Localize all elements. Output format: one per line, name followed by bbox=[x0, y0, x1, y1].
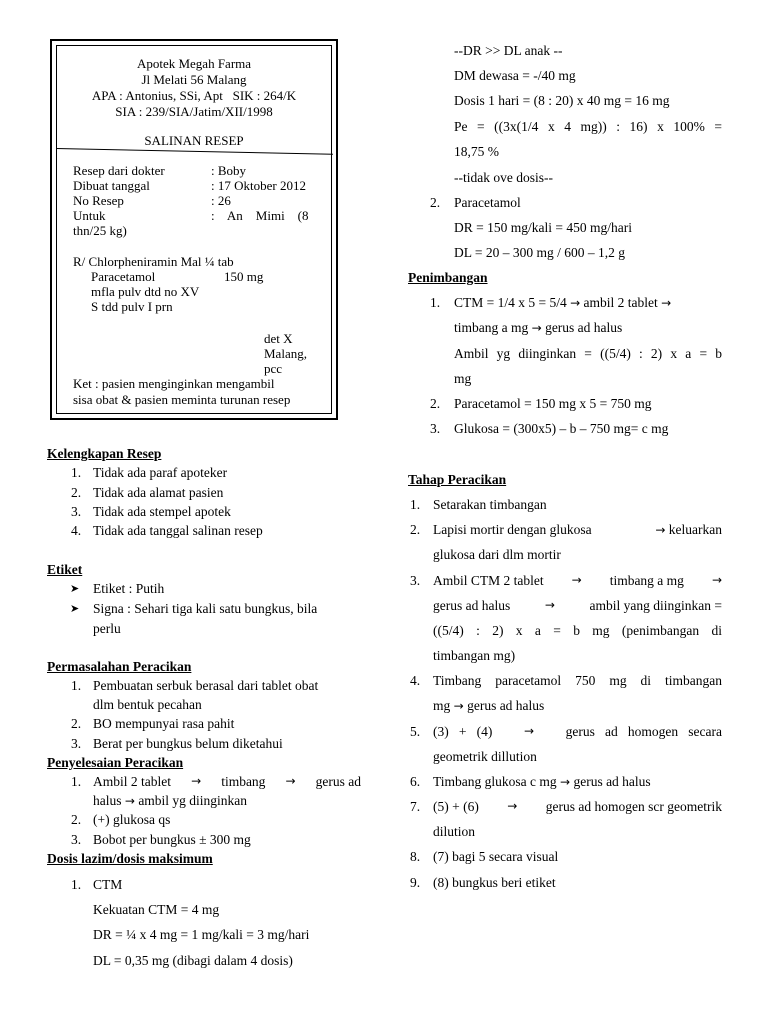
arrow-icon: → bbox=[285, 774, 296, 788]
list-item bbox=[433, 573, 722, 589]
list-number: 2. bbox=[410, 522, 421, 537]
list-item-cont: Ambil yg diinginkan = ((5/4) : 2) x a = b bbox=[454, 346, 722, 361]
arrow-icon: → bbox=[191, 774, 202, 788]
rx-untuk-continued: thn/25 kg) bbox=[73, 223, 127, 238]
pharmacy-apa: APA : Antonius, SSi, Apt SIK : 264/K bbox=[91, 88, 297, 103]
text: ambil yang diinginkan = bbox=[589, 598, 722, 613]
rx-line-dose: 150 mg bbox=[224, 269, 264, 284]
dosis-line: Kekuatan CTM = 4 mg bbox=[93, 902, 220, 917]
pharmacy-sia: SIA : 239/SIA/Jatim/XII/1998 bbox=[115, 104, 273, 119]
arrow-icon: → bbox=[531, 321, 542, 335]
list-item: Paracetamol bbox=[454, 195, 521, 210]
list-item: Timbang paracetamol 750 mg di timbangan bbox=[433, 673, 722, 688]
list-item: Bobot per bungkus ± 300 mg bbox=[93, 832, 251, 847]
rx-field-value: : An Mimi (8 bbox=[211, 208, 309, 223]
list-number: 6. bbox=[410, 774, 421, 789]
rx-field-label: Dibuat tanggal bbox=[73, 178, 150, 193]
list-item: BO mempunyai rasa pahit bbox=[93, 716, 235, 731]
list-number: 1. bbox=[71, 678, 82, 693]
list-item: Pembuatan serbuk berasal dari tablet obat bbox=[93, 678, 319, 693]
section-heading: Penyelesaian Peracikan bbox=[47, 755, 184, 770]
dosis-line: DR = 150 mg/kali = 450 mg/hari bbox=[454, 220, 632, 235]
list-item-cont bbox=[433, 598, 722, 614]
list-item: (8) bungkus beri etiket bbox=[433, 875, 556, 890]
list-number: 8. bbox=[410, 849, 421, 864]
list-item bbox=[433, 774, 651, 790]
text: gerus ad bbox=[315, 774, 361, 789]
bullet-icon: ➤ bbox=[70, 582, 80, 595]
text: mg bbox=[433, 698, 451, 713]
text: timbang bbox=[221, 774, 266, 789]
text bbox=[655, 522, 722, 538]
list-number: 1. bbox=[410, 497, 421, 512]
list-number: 2. bbox=[430, 396, 441, 411]
list-item: CTM bbox=[93, 877, 123, 892]
list-number: 2. bbox=[71, 812, 82, 827]
rx-note: sisa obat & pasien meminta turunan resep bbox=[73, 392, 291, 407]
arrow-icon: → bbox=[571, 573, 582, 587]
list-number: 2. bbox=[71, 716, 82, 731]
text: Lapisi mortir dengan glukosa bbox=[433, 522, 592, 537]
dosis-line: DM dewasa = -/40 mg bbox=[454, 68, 576, 83]
arrow-icon: → bbox=[711, 573, 722, 587]
list-number: 1. bbox=[430, 295, 441, 310]
rx-det: det X bbox=[264, 331, 293, 346]
list-item bbox=[93, 774, 361, 790]
rx-field-value: : Boby bbox=[211, 163, 247, 178]
text: CTM = 1/4 x 5 = 5/4 bbox=[454, 295, 567, 310]
bullet-icon: ➤ bbox=[70, 602, 80, 615]
list-number: 3. bbox=[410, 573, 421, 588]
rx-line: S tdd pulv I prn bbox=[91, 299, 173, 314]
text: gerus ad halus bbox=[545, 320, 623, 335]
arrow-icon: → bbox=[523, 724, 535, 738]
list-number: 3. bbox=[71, 832, 82, 847]
text: Timbang glukosa c mg bbox=[433, 774, 557, 789]
list-item bbox=[433, 522, 722, 538]
section-heading: Etiket bbox=[47, 562, 83, 577]
text: gerus ad halus bbox=[433, 598, 511, 613]
text: gerus ad homogen scr geometrik bbox=[545, 799, 722, 814]
arrow-icon: → bbox=[124, 794, 135, 808]
rx-field-value: : 26 bbox=[211, 193, 231, 208]
list-item-cont: ((5/4) : 2) x a = b mg (penimbangan di bbox=[433, 623, 722, 638]
rx-line: R/ Chlorpheniramin Mal ¼ tab bbox=[73, 254, 234, 269]
list-number: 2. bbox=[71, 485, 82, 500]
dosis-line: 18,75 % bbox=[454, 144, 499, 159]
dosis-line: --tidak ove dosis-- bbox=[454, 170, 553, 185]
text: timbang a mg bbox=[454, 320, 529, 335]
list-item-cont bbox=[454, 320, 622, 336]
list-item: Setarakan timbangan bbox=[433, 497, 547, 512]
arrow-icon: → bbox=[507, 799, 518, 813]
text: (5) + (6) bbox=[433, 799, 479, 814]
section-heading: Penimbangan bbox=[408, 270, 488, 285]
list-item: (7) bagi 5 secara visual bbox=[433, 849, 559, 864]
list-number: 2. bbox=[430, 195, 441, 210]
copy-title: SALINAN RESEP bbox=[144, 133, 244, 148]
list-item: Tidak ada stempel apotek bbox=[93, 504, 231, 519]
list-item: Tidak ada alamat pasien bbox=[93, 485, 224, 500]
rx-field-value: : 17 Oktober 2012 bbox=[211, 178, 306, 193]
list-number: 3. bbox=[71, 736, 82, 751]
arrow-icon: → bbox=[560, 775, 571, 789]
rx-field-label: Untuk bbox=[73, 208, 106, 223]
list-item bbox=[454, 295, 671, 311]
text: timbang a mg bbox=[609, 573, 684, 588]
rx-note: Ket : pasien menginginkan mengambil bbox=[73, 376, 275, 391]
dosis-line: DL = 20 – 300 mg / 600 – 1,2 g bbox=[454, 245, 625, 260]
list-item bbox=[433, 724, 722, 740]
list-item-cont: dilution bbox=[433, 824, 476, 839]
text: gerus ad halus bbox=[467, 698, 545, 713]
prescription-header bbox=[50, 56, 338, 149]
rx-pcc: pcc bbox=[264, 361, 283, 376]
section-heading: Tahap Peracikan bbox=[408, 472, 507, 487]
list-item-cont: timbangan mg) bbox=[433, 648, 516, 663]
arrow-icon: → bbox=[655, 523, 666, 537]
rx-city: Malang, bbox=[264, 346, 307, 361]
list-number: 3. bbox=[71, 504, 82, 519]
list-item: Glukosa = (300x5) – b – 750 mg= c mg bbox=[454, 421, 669, 436]
list-item-cont: perlu bbox=[93, 621, 121, 636]
list-item-cont: mg bbox=[454, 371, 472, 386]
dosis-line: DR = ¼ x 4 mg = 1 mg/kali = 3 mg/hari bbox=[93, 927, 310, 942]
list-item: (+) glukosa qs bbox=[93, 812, 171, 827]
list-item-cont bbox=[433, 698, 544, 714]
text: Ambil 2 tablet bbox=[93, 774, 171, 789]
list-item-cont bbox=[93, 793, 247, 809]
text: ambil 2 tablet bbox=[583, 295, 658, 310]
text: keluarkan bbox=[668, 522, 722, 537]
arrow-icon: → bbox=[570, 296, 581, 310]
text: gerus ad homogen secara bbox=[565, 724, 722, 739]
dosis-line: Dosis 1 hari = (8 : 20) x 40 mg = 16 mg bbox=[454, 93, 670, 108]
dosis-line: --DR >> DL anak -- bbox=[454, 43, 563, 58]
list-number: 9. bbox=[410, 875, 421, 890]
section-heading: Kelengkapan Resep bbox=[47, 446, 162, 461]
text: (3) + (4) bbox=[433, 724, 493, 739]
list-number: 1. bbox=[71, 465, 82, 480]
list-item: Tidak ada paraf apoteker bbox=[93, 465, 228, 480]
list-item: Etiket : Putih bbox=[93, 581, 165, 596]
arrow-icon: → bbox=[661, 296, 672, 310]
rx-field-label: No Resep bbox=[73, 193, 124, 208]
pharmacy-name: Apotek Megah Farma bbox=[136, 56, 252, 71]
text: ambil yg diinginkan bbox=[138, 793, 248, 808]
list-number: 1. bbox=[71, 774, 82, 789]
pharmacy-address: Jl Melati 56 Malang bbox=[141, 72, 247, 87]
arrow-icon: → bbox=[544, 598, 555, 612]
dosis-line: DL = 0,35 mg (dibagi dalam 4 dosis) bbox=[93, 953, 293, 968]
list-item: Berat per bungkus belum diketahui bbox=[93, 736, 283, 751]
list-number: 3. bbox=[430, 421, 441, 436]
list-number: 4. bbox=[71, 523, 82, 538]
arrow-icon: → bbox=[453, 699, 464, 713]
rx-line: mfla pulv dtd no XV bbox=[91, 284, 200, 299]
list-item bbox=[433, 799, 722, 815]
rx-field-label: Resep dari dokter bbox=[73, 163, 165, 178]
list-item: Signa : Sehari tiga kali satu bungkus, bila bbox=[93, 601, 318, 616]
list-number: 4. bbox=[410, 673, 421, 688]
section-heading: Dosis lazim/dosis maksimum bbox=[47, 851, 213, 866]
list-item-cont: glukosa dari dlm mortir bbox=[433, 547, 561, 562]
text: Ambil CTM 2 tablet bbox=[433, 573, 544, 588]
text: gerus ad halus bbox=[573, 774, 651, 789]
list-number: 1. bbox=[71, 877, 82, 892]
list-item-cont: geometrik dillution bbox=[433, 749, 537, 764]
rx-line: Paracetamol bbox=[91, 269, 156, 284]
list-number: 7. bbox=[410, 799, 421, 814]
section-heading: Permasalahan Peracikan bbox=[47, 659, 192, 674]
list-number: 5. bbox=[410, 724, 421, 739]
list-item: Tidak ada tanggal salinan resep bbox=[93, 523, 263, 538]
dosis-line: Pe = ((3x(1/4 x 4 mg)) : 16) x 100% = bbox=[454, 119, 722, 134]
list-item-cont: dlm bentuk pecahan bbox=[93, 697, 202, 712]
text: halus bbox=[93, 793, 122, 808]
list-item: Paracetamol = 150 mg x 5 = 750 mg bbox=[454, 396, 652, 411]
